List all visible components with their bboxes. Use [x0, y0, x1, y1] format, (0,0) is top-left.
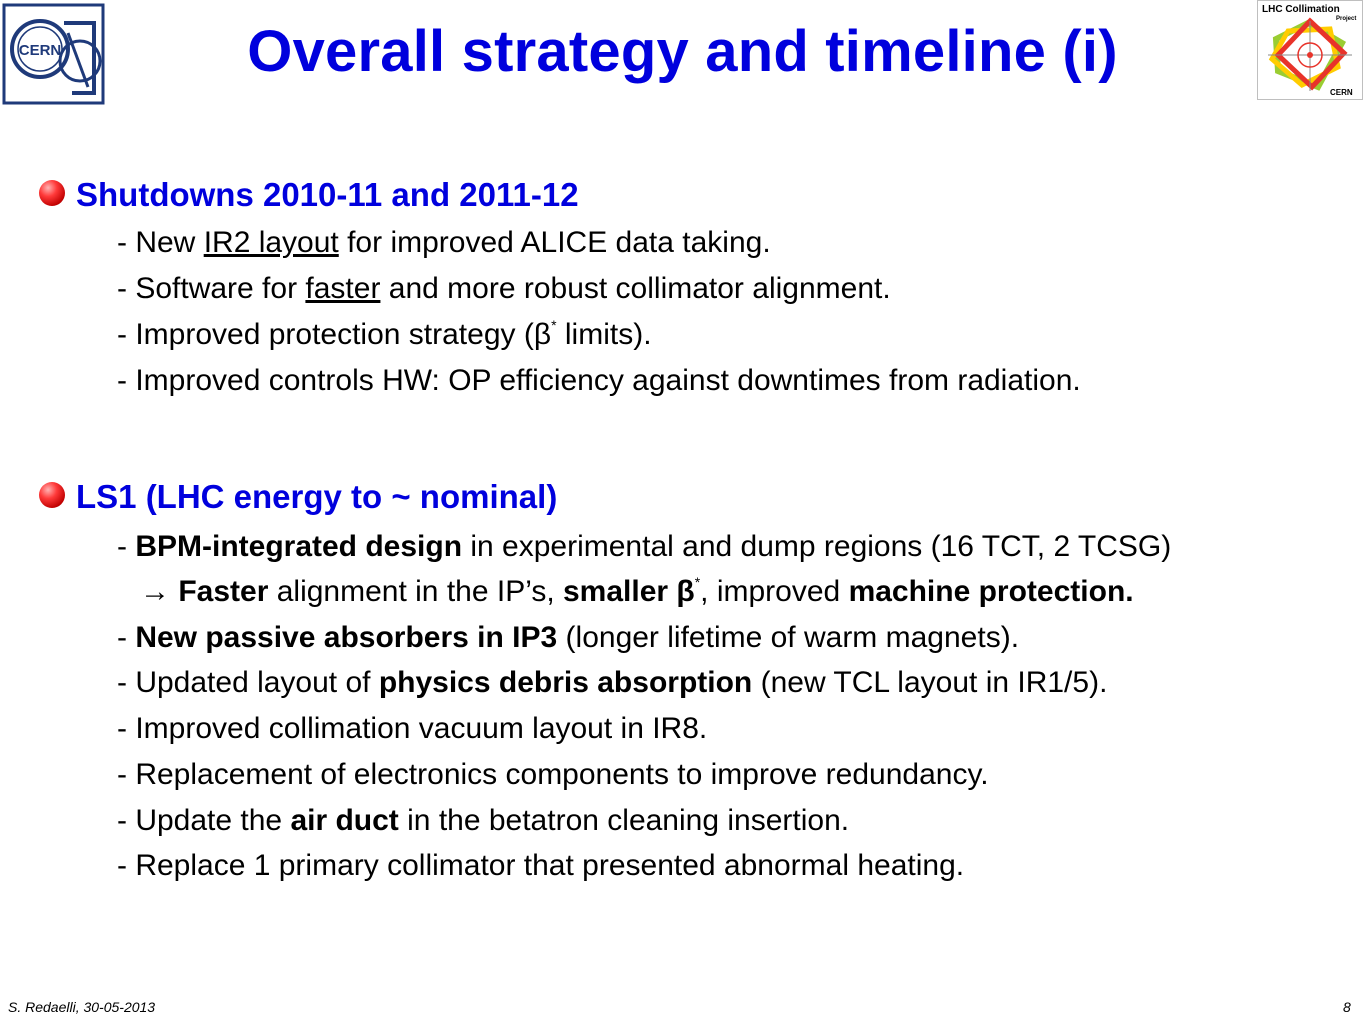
shutdown-item-1 — [117, 226, 771, 260]
section-heading-shutdowns: Shutdowns 2010-11 and 2011-12 — [76, 176, 579, 213]
bold-text: air duct — [290, 804, 399, 837]
text: and more robust collimator alignment. — [380, 272, 891, 305]
underlined-text: faster — [305, 272, 381, 305]
cern-logo-text: CERN — [18, 42, 62, 59]
text: , improved — [700, 575, 849, 608]
footer-author-date: S. Redaelli, 30-05-2013 — [8, 999, 156, 1015]
lhc-collimation-logo — [1257, 0, 1363, 100]
ls1-item-1-result — [140, 575, 1134, 609]
text: - Software for — [117, 272, 306, 305]
text: - Update the — [117, 804, 291, 837]
shutdown-item-4: - Improved controls HW: OP efficiency against downtimes from radiation. — [117, 364, 1081, 397]
bold-text: smaller β — [563, 575, 695, 608]
text: in the betatron cleaning insertion. — [398, 804, 850, 837]
text: in experimental and dump regions (16 TCT, 2 TCSG) — [462, 530, 1172, 563]
ls1-item-5: - Replacement of electronics components to improve redundancy. — [117, 758, 989, 791]
ls1-item-7: - Replace 1 primary collimator that presented abnormal heating. — [117, 849, 965, 882]
text: (longer lifetime of warm magnets). — [557, 621, 1020, 654]
superscript: * — [551, 317, 557, 333]
text: - — [117, 530, 136, 563]
ls1-item-4: - Improved collimation vacuum layout in IR8. — [117, 712, 708, 745]
page-title: Overall strategy and timeline (i) — [247, 19, 1118, 84]
bold-text: New passive absorbers in IP3 — [135, 621, 558, 654]
ls1-item-2 — [117, 621, 1019, 655]
shutdown-item-2 — [117, 272, 891, 306]
ls1-item-6 — [117, 804, 849, 838]
text: - — [117, 621, 136, 654]
text: - Improved protection strategy (β — [117, 318, 552, 351]
text: (new TCL layout in IR1/5). — [752, 666, 1108, 699]
bold-text: Faster — [178, 575, 269, 608]
text: for improved ALICE data taking. — [338, 226, 771, 259]
logo-line3: CERN — [1330, 88, 1353, 97]
section-bullet-icon — [39, 482, 65, 508]
underlined-text: IR2 layout — [203, 226, 339, 259]
shutdown-item-3 — [117, 318, 652, 352]
text: limits). — [556, 318, 652, 351]
text: - New — [117, 226, 204, 259]
bold-text: physics debris absorption — [378, 666, 753, 699]
superscript: * — [694, 574, 701, 590]
section-bullet-icon — [39, 180, 65, 206]
bold-text: BPM-integrated design — [135, 530, 463, 563]
text: - Updated layout of — [117, 666, 379, 699]
text: alignment in the IP’s, — [268, 575, 563, 608]
logo-line2: Project — [1336, 16, 1357, 22]
arrow-text: → — [140, 575, 179, 608]
ls1-item-3 — [117, 666, 1107, 700]
logo-line1: LHC Collimation — [1262, 4, 1340, 15]
page-number: 8 — [1343, 999, 1351, 1015]
section-heading-ls1: LS1 (LHC energy to ~ nominal) — [76, 478, 558, 515]
ls1-item-1 — [117, 530, 1171, 564]
bold-text: machine protection. — [848, 575, 1134, 608]
